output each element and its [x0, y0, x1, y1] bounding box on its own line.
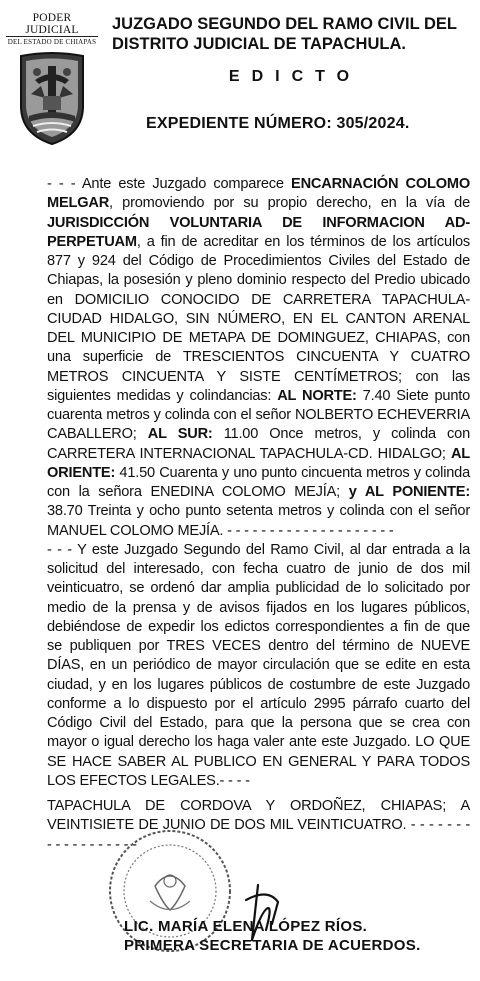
- text-run: , a fin de acreditar en los términos de los artículos 877 y 924 del Código de Procedimientos Civiles del Estado de Chiapas, la posesión y pleno dominio respecto del Predio ubicado en DOMICILIO CONOCIDO DE CARRETERA TAPACHULA-CIUDAD HIDALGO, SIN NÚMERO, EN EL CANTON ARENAL DEL MUNICIPIO DE METAPA DE DOMINGUEZ, CHIAPAS, con una superficie de TRESCIENTOS CINCUENTA Y CUATRO METROS CINCUENTA Y SISTE CENTÍMETROS; con las siguientes medidas y colindancias:: [47, 233, 470, 404]
- boundary-north-text: 7.40 Siete punto cuarenta metros y colinda con el señor NOLBERTO ECHEVERRIA CABALLERO;: [47, 387, 471, 443]
- signer-name: LIC. MARÍA ELENA LÓPEZ RÍOS.: [124, 918, 368, 935]
- signer-block: [124, 917, 444, 955]
- boundary-west-text: 38.70 Treinta y ocho punto setenta metros y colinda con el señor MANUEL COLOMO MEJÍA. - - - - - - - - - - - - - - - - - - - -: [47, 503, 470, 539]
- boundary-east-label: AL ORIENTE:: [47, 445, 470, 481]
- jurisdiction-type: JURISDICCIÓN VOLUNTARIA DE INFORMACION AD-PERPETUAM: [47, 214, 470, 250]
- coat-of-arms-icon: [17, 50, 87, 146]
- seal-state-name: DEL ESTADO DE CHIAPAS: [7, 38, 97, 46]
- boundary-south-text: 11.00 Once metros, y colinda con CARRETERA INTERNACIONAL TAPACHULA-CD. HIDALGO;: [47, 426, 470, 462]
- document-title: EDICTO: [228, 68, 362, 85]
- signer-role: PRIMERA SECRETARIA DE ACUERDOS.: [124, 937, 421, 954]
- boundary-south-label: AL SUR:: [147, 426, 213, 443]
- boundary-north-label: AL NORTE:: [277, 387, 357, 404]
- boundary-east-text: 41.50 Cuarenta y uno punto cincuenta metros y colinda con la señora ENEDINA COLOMO MEJÍA;: [47, 464, 470, 500]
- petitioner-name: ENCARNACIÓN COLOMO MELGAR: [47, 176, 470, 212]
- court-line-1: JUZGADO SEGUNDO DEL RAMO CIVIL DEL: [112, 15, 458, 33]
- boundary-west-label: y AL PONIENTE:: [348, 484, 470, 500]
- court-line-2: DISTRITO JUDICIAL DE TAPACHULA.: [112, 35, 406, 53]
- paragraph-order: - - - Y este Juzgado Segundo del Ramo Civil, al dar entrada a la solicitud del interesado, con fecha cuatro de junio de dos mil veinticuatro, se ordenó dar amplia publicidad de lo solicitado por medio de la prensa y de avisos fijados en los lugares públicos, debiéndose de expedir los edictos correspondientes a fin de que se publiquen por TRES VECES dentro del término de NUEVE DÍAS, en un periódico de mayor circulación que se edite en esta ciudad, y en los lugares públicos de costumbre de este Juzgado conforme a lo dispuesto por el artículo 2995 párrafo cuarto del Código Civil del Estado, para que la persona que se crea con mayor o igual derecho los haga valer ante este Juzgado. LO QUE SE HACE SABER AL PUBLICO EN GENERAL Y PARA TODOS LOS EFECTOS LEGALES.- - - -: [47, 541, 470, 789]
- court-name: [112, 14, 472, 54]
- place-and-date: TAPACHULA DE CORDOVA Y ORDOÑEZ, CHIAPAS; A VEINTISIETE DE JUNIO DE DOS MIL VEINTICUATRO. - - - - - - - - - - - - - - - - - -: [47, 798, 470, 853]
- case-number: EXPEDIENTE NÚMERO: 305/2024.: [146, 115, 410, 132]
- seal-org-name: PODER JUDICIAL: [6, 12, 98, 37]
- paragraph-petition: [47, 175, 470, 541]
- text-run: , promoviendo por su propio derecho, en la vía de: [109, 195, 470, 212]
- edict-body: [47, 175, 470, 791]
- text-run: - - - Ante este Juzgado comparece: [47, 176, 292, 192]
